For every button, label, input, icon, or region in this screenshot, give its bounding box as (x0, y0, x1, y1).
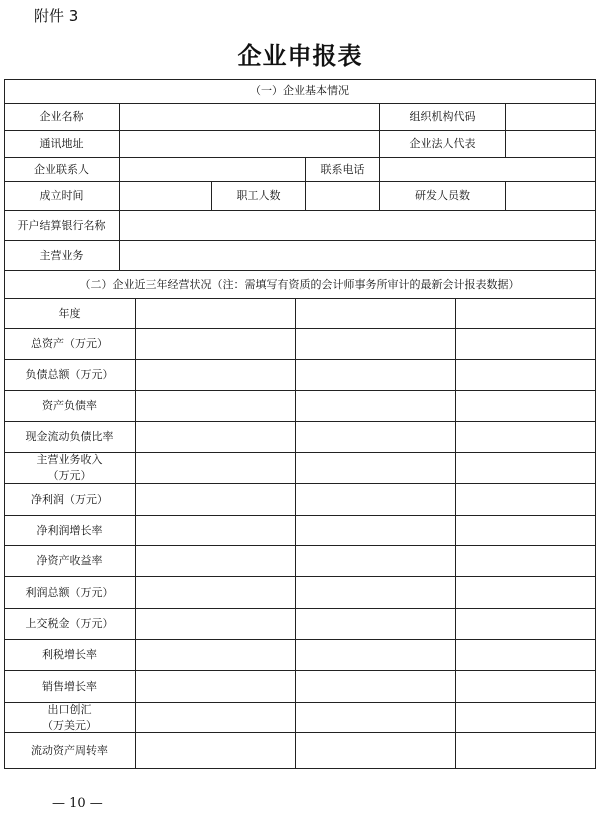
field-phone[interactable] (380, 158, 596, 182)
financial-value-year-1[interactable] (136, 516, 296, 546)
financial-value-year-2[interactable] (296, 640, 456, 671)
field-employees[interactable] (306, 182, 380, 211)
financial-value-year-2[interactable] (296, 671, 456, 703)
financial-row-label: 利税增长率 (4, 640, 136, 671)
financial-value-year-3[interactable] (456, 671, 596, 703)
financial-value-year-1[interactable] (136, 391, 296, 422)
label-address: 通讯地址 (4, 131, 120, 158)
financial-row (4, 516, 596, 546)
financial-value-year-3[interactable] (456, 577, 596, 609)
financial-row-label: 总资产（万元） (4, 329, 136, 360)
financial-row-label: 上交税金（万元） (4, 609, 136, 640)
financial-row-label: 净利润增长率 (4, 516, 136, 546)
label-org-code: 组织机构代码 (380, 104, 506, 131)
section1-heading: （一）企业基本情况 (4, 79, 596, 104)
financial-row (4, 703, 596, 733)
financial-value-year-3[interactable] (456, 733, 596, 769)
row-company-name (4, 104, 596, 131)
page-number: — 10 — (52, 796, 103, 811)
financial-row-label: 资产负债率 (4, 391, 136, 422)
financial-value-year-2[interactable] (296, 453, 456, 484)
label-bank: 开户结算银行名称 (4, 211, 120, 241)
row-address (4, 131, 596, 158)
financial-row-label: 主营业务收入 （万元） (4, 453, 136, 484)
financial-value-year-3[interactable] (456, 329, 596, 360)
financial-value-year-1[interactable] (136, 671, 296, 703)
section2-heading: （二）企业近三年经营状况（注：需填写有资质的会计师事务所审计的最新会计报表数据） (4, 271, 596, 299)
financial-value-year-3[interactable] (456, 360, 596, 391)
financial-value-year-2[interactable] (296, 577, 456, 609)
field-bank[interactable] (120, 211, 596, 241)
financial-value-year-2[interactable] (296, 484, 456, 516)
financial-value-year-1[interactable] (136, 422, 296, 453)
field-contact[interactable] (120, 158, 306, 182)
row-main-business (4, 241, 596, 271)
field-rd-staff[interactable] (506, 182, 596, 211)
field-company-name[interactable] (120, 104, 380, 131)
financial-value-year-1[interactable] (136, 484, 296, 516)
field-address[interactable] (120, 131, 380, 158)
label-contact: 企业联系人 (4, 158, 120, 182)
financial-row-label: 年度 (4, 299, 136, 329)
field-main-business[interactable] (120, 241, 596, 271)
financial-value-year-2[interactable] (296, 360, 456, 391)
label-founded: 成立时间 (4, 182, 120, 211)
financial-row-label: 净资产收益率 (4, 546, 136, 577)
financial-value-year-1[interactable] (136, 733, 296, 769)
financial-value-year-2[interactable] (296, 703, 456, 733)
label-legal-rep: 企业法人代表 (380, 131, 506, 158)
label-phone: 联系电话 (306, 158, 380, 182)
label-company-name: 企业名称 (4, 104, 120, 131)
row-bank (4, 211, 596, 241)
financial-row-label: 出口创汇 （万美元） (4, 703, 136, 733)
financial-row-label: 负债总额（万元） (4, 360, 136, 391)
financial-row (4, 671, 596, 703)
label-rd-staff: 研发人员数 (380, 182, 506, 211)
financial-row (4, 609, 596, 640)
financial-row (4, 577, 596, 609)
financial-value-year-2[interactable] (296, 299, 456, 329)
financial-row (4, 484, 596, 516)
field-legal-rep[interactable] (506, 131, 596, 158)
section2-heading-row (4, 271, 596, 299)
financial-row (4, 453, 596, 484)
financial-value-year-1[interactable] (136, 329, 296, 360)
financial-row (4, 546, 596, 577)
financial-value-year-3[interactable] (456, 484, 596, 516)
row-founded (4, 182, 596, 211)
financial-row (4, 733, 596, 769)
financial-value-year-1[interactable] (136, 453, 296, 484)
financial-value-year-1[interactable] (136, 546, 296, 577)
financial-value-year-3[interactable] (456, 391, 596, 422)
financial-value-year-3[interactable] (456, 516, 596, 546)
financial-value-year-1[interactable] (136, 609, 296, 640)
row-contact (4, 158, 596, 182)
financial-value-year-3[interactable] (456, 299, 596, 329)
financial-value-year-3[interactable] (456, 640, 596, 671)
financial-row-label: 利润总额（万元） (4, 577, 136, 609)
financial-row (4, 422, 596, 453)
section1-heading-row (4, 79, 596, 104)
field-founded[interactable] (120, 182, 212, 211)
annex-label: 附件 3 (34, 7, 79, 25)
label-main-business: 主营业务 (4, 241, 120, 271)
financial-row-label: 现金流动负债比率 (4, 422, 136, 453)
financial-value-year-3[interactable] (456, 422, 596, 453)
financial-row-label: 流动资产周转率 (4, 733, 136, 769)
financial-value-year-2[interactable] (296, 516, 456, 546)
financial-value-year-2[interactable] (296, 391, 456, 422)
financial-value-year-3[interactable] (456, 703, 596, 733)
financial-value-year-2[interactable] (296, 546, 456, 577)
financial-value-year-1[interactable] (136, 640, 296, 671)
financial-value-year-1[interactable] (136, 703, 296, 733)
financial-row (4, 391, 596, 422)
financial-value-year-1[interactable] (136, 577, 296, 609)
financial-value-year-2[interactable] (296, 733, 456, 769)
financial-value-year-3[interactable] (456, 453, 596, 484)
field-org-code[interactable] (506, 104, 596, 131)
financial-value-year-2[interactable] (296, 609, 456, 640)
financial-value-year-1[interactable] (136, 299, 296, 329)
financial-row (4, 640, 596, 671)
financial-row-label: 销售增长率 (4, 671, 136, 703)
form-title: 企业申报表 (237, 41, 363, 70)
financial-row-label: 净利润（万元） (4, 484, 136, 516)
financial-value-year-3[interactable] (456, 546, 596, 577)
financial-value-year-2[interactable] (296, 329, 456, 360)
financial-value-year-1[interactable] (136, 360, 296, 391)
financial-row (4, 299, 596, 329)
financial-value-year-3[interactable] (456, 609, 596, 640)
financial-row (4, 329, 596, 360)
financial-row (4, 360, 596, 391)
label-employees: 职工人数 (212, 182, 306, 211)
financial-value-year-2[interactable] (296, 422, 456, 453)
